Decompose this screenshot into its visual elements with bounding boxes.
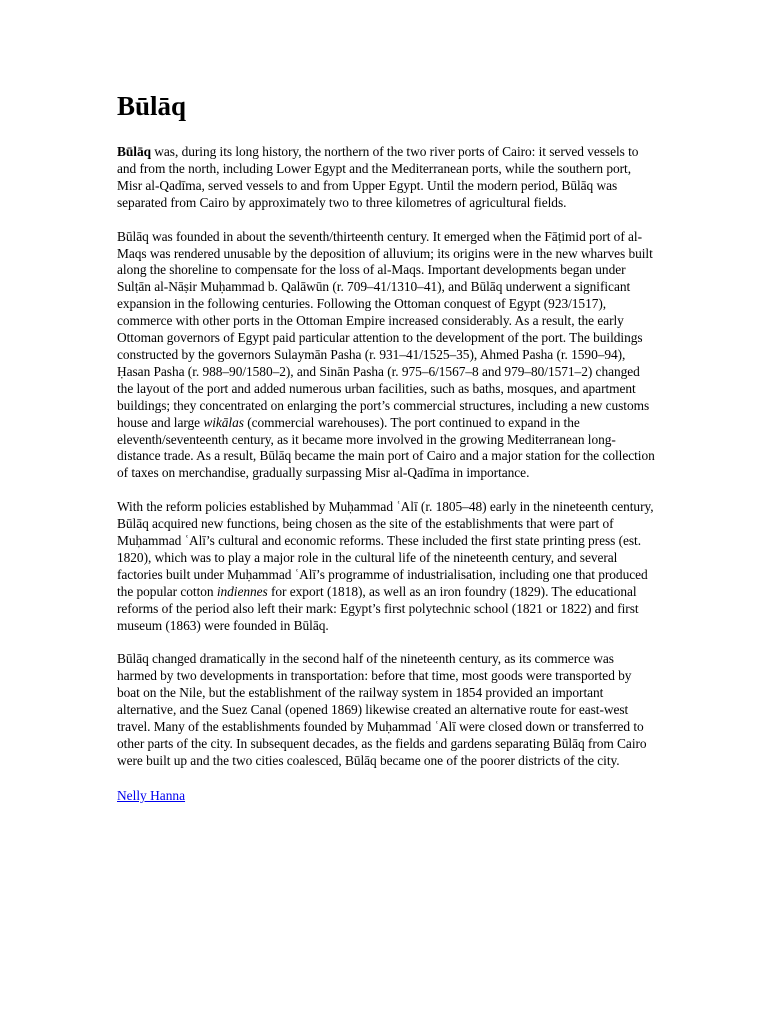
article-title: Būlāq (117, 91, 187, 121)
paragraph-reforms-text-b: for export (1818), as well as an iron foundry (1829). The educational reforms of the period also left their mark: Egypt’s first polytechnic school (1821 or 1822) and first museum (1863) were founded in Būlāq. (117, 583, 639, 633)
paragraph-reforms (117, 499, 657, 634)
paragraph-reforms-text-a: With the reform policies established by Muḥammad ʿAlī (r. 1805–48) early in the nineteenth century, Būlāq acquired new functions, being chosen as the site of the establishments that were part of Muḥammad ʿAlī’s cultural and economic reforms. These included the first state printing press (est. 1820), which was to play a major role in the cultural life of the nineteenth century, and several factories built under Muḥammad ʿAlī’s programme of industrialisation, including one that produced the popular cotton (117, 499, 654, 599)
paragraph-history-text-b: (commercial warehouses). The port continued to expand in the eleventh/seventeenth century, as it became more involved in the growing Mediterranean long-distance trade. As a result, Būlāq became the main port of Cairo and a major station for the collection of taxes on merchandise, gradually surpassing Misr al-Qadīma in importance. (117, 414, 655, 481)
paragraph-history (117, 229, 657, 483)
paragraph-decline: Būlāq changed dramatically in the second half of the nineteenth century, as its commerce was harmed by two developments in transportation: before that time, most goods were transported by boat on the Nile, but the establishment of the railway system in 1854 provided an important alternative, and the Suez Canal (opened 1869) likewise created an alternative route for east-west travel. Many of the establishments founded by Muḥammad ʿAlī were closed down or transferred to other parts of the city. In subsequent decades, as the fields and gardens separating Būlāq from Cairo were built up and the two cities coalesced, Būlāq became one of the poorer districts of the city. (117, 651, 647, 768)
term-indiennes: indiennes (216, 583, 268, 599)
paragraph-intro-text: was, during its long history, the northern of the two river ports of Cairo: it served vessels to and from the north, including Lower Egypt and the Mediterranean ports, while the southern port, Misr al-Qadīma, served vessels to and from Upper Egypt. Until the modern period, Būlāq was separated from Cairo by approximately two to three kilometres of agricultural fields. (117, 144, 639, 210)
article (117, 86, 657, 805)
lead-term: Būlāq (117, 144, 151, 159)
paragraph-intro (117, 144, 657, 212)
author-link[interactable]: Nelly Hanna (117, 787, 186, 803)
term-wikalas: wikālas (203, 414, 244, 430)
paragraph-history-text-a: Būlāq was founded in about the seventh/thirteenth century. It emerged when the Fāṭimid port of al-Maqs was rendered unusable by the deposition of alluvium; its origins were in the new wharves built along the shoreline to compensate for the loss of al-Maqs. Important developments began under Sulṭān al-Nāṣir Muḥammad b. Qalāwūn (r. 709–41/1310–41), and Būlāq underwent a significant expansion in the following centuries. Following the Ottoman conquest of Egypt (923/1517), commerce with other ports in the Ottoman Empire increased considerably. As a result, the early Ottoman governors of Egypt paid particular attention to the development of the port. The buildings constructed by the governors Sulaymān Pasha (r. 931–41/1525–35), Ahmed Pasha (r. 1590–94), Ḥasan Pasha (r. 988–90/1580–2), and Sinān Pasha (r. 975–6/1567–8 and 979–80/1571–2) changed the layout of the port and added numerous urban facilities, such as baths, mosques, and apartment buildings; they concentrated on enlarging the port’s commercial structures, including a new customs house and large (117, 228, 653, 430)
